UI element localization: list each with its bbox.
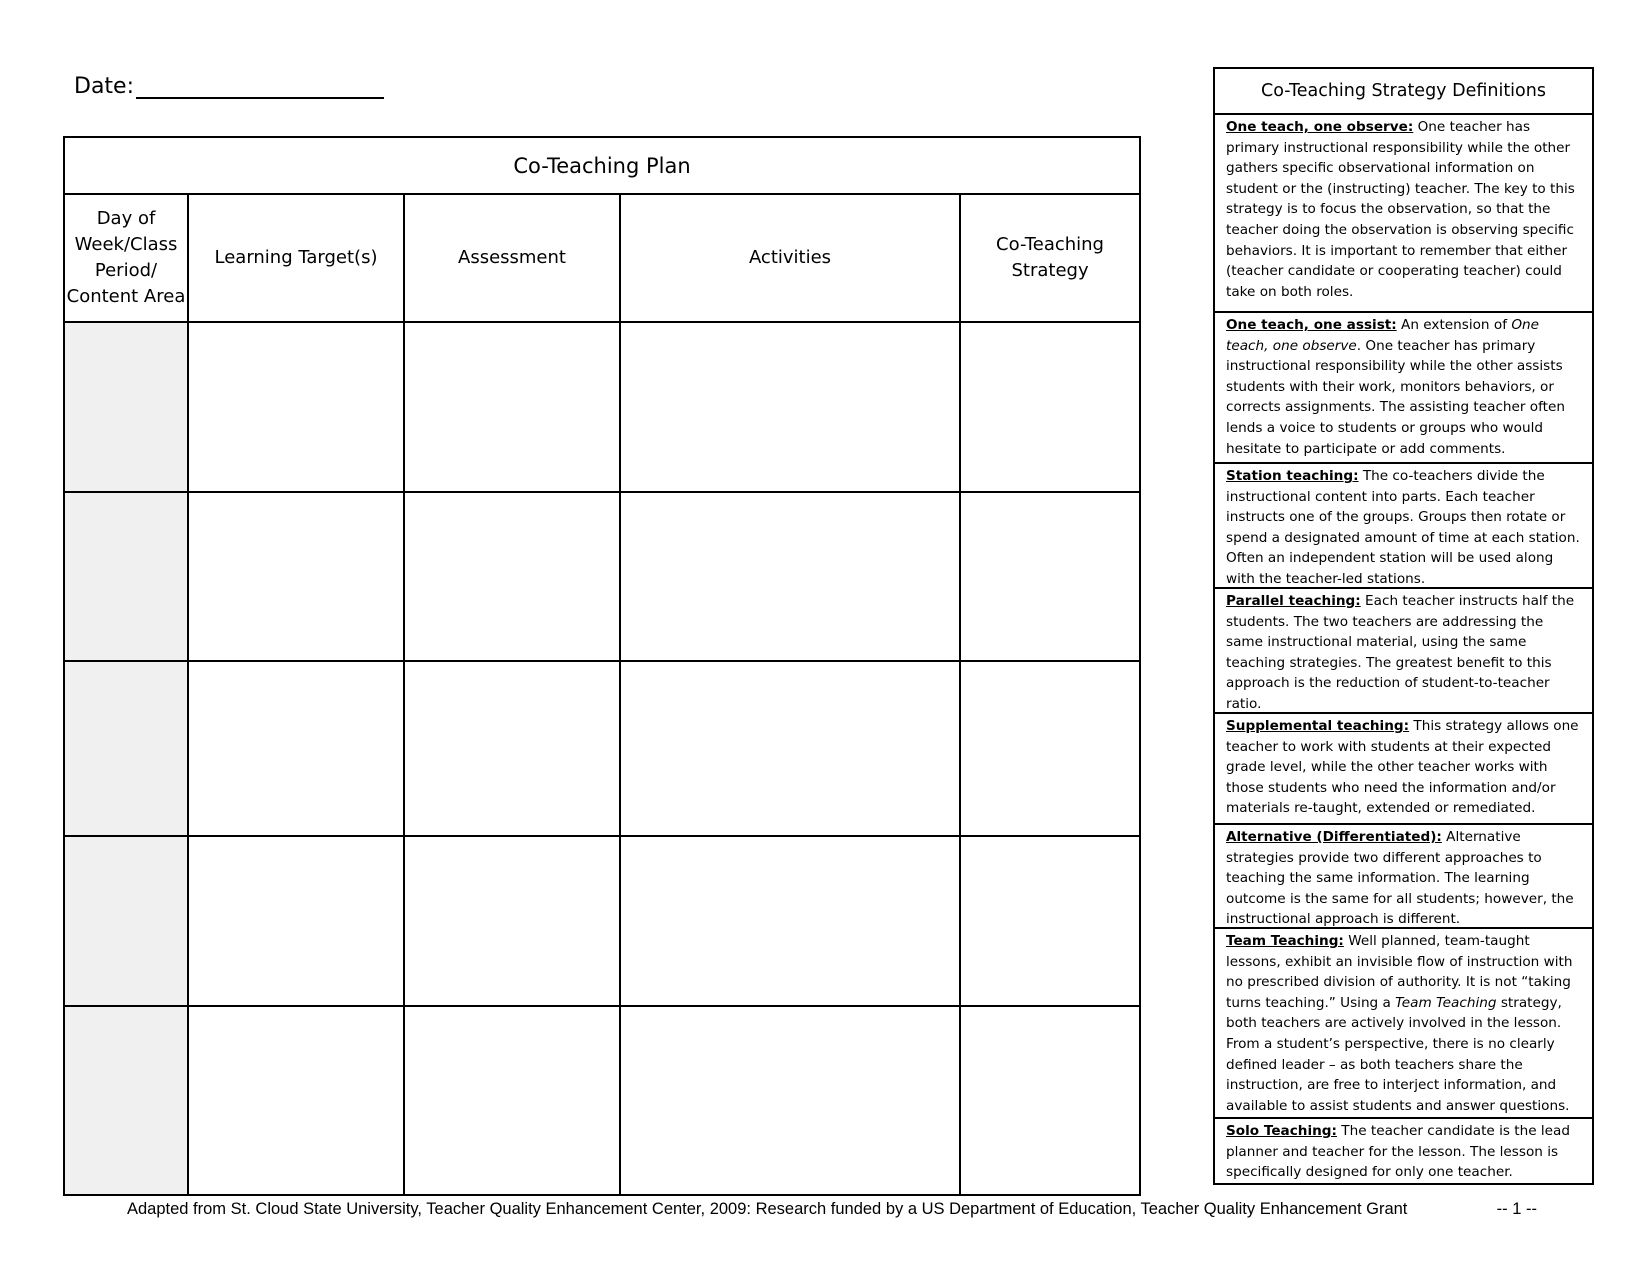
cell-activities[interactable]: [620, 1006, 960, 1195]
definition-one-teach-one-observe: [1215, 115, 1592, 313]
definition-text: One teacher has primary instructional responsibility while the other gathers specific observational information on student or the (instructing) teacher. The key to this strategy is to focus the observation, so that the teacher doing the observation is observing specific behaviors. It is important to remember that either (teacher candidate or cooperating teacher) could take on both roles.: [1226, 119, 1575, 300]
table-row: [64, 322, 1140, 492]
cell-activities[interactable]: [620, 836, 960, 1006]
cell-strategy[interactable]: [960, 1006, 1140, 1195]
cell-strategy[interactable]: [960, 322, 1140, 492]
definition-term: One teach, one assist:: [1226, 317, 1397, 333]
cell-day[interactable]: [64, 492, 188, 662]
definition-text: The teacher candidate is the lead planner and teacher for the lesson. The lesson is specifically designed for only one teacher.: [1226, 1123, 1570, 1181]
plan-title: Co-Teaching Plan: [64, 137, 1140, 194]
cell-activities[interactable]: [620, 322, 960, 492]
header-assessment: Assessment: [404, 194, 620, 322]
definition-term: Solo Teaching:: [1226, 1123, 1337, 1139]
header-activities: Activities: [620, 194, 960, 322]
table-row: [64, 492, 1140, 662]
page-number: -- 1 --: [1496, 1200, 1537, 1218]
table-row: [64, 1006, 1140, 1195]
co-teaching-plan-table: [63, 136, 1141, 1196]
cell-day[interactable]: [64, 661, 188, 836]
cell-learning-target[interactable]: [188, 1006, 404, 1195]
definition-text: This strategy allows one teacher to work with students at their expected grade level, while the other teacher works with those students who need the information and/or materials re-taught, extended or remediated.: [1226, 718, 1579, 817]
cell-assessment[interactable]: [404, 661, 620, 836]
cell-learning-target[interactable]: [188, 836, 404, 1006]
definition-term: Alternative (Differentiated):: [1226, 829, 1442, 845]
definition-term: Station teaching:: [1226, 468, 1359, 484]
cell-strategy[interactable]: [960, 661, 1140, 836]
definition-italic: One teach, one observe: [1226, 317, 1539, 354]
cell-day[interactable]: [64, 322, 188, 492]
cell-strategy[interactable]: [960, 492, 1140, 662]
definition-term: One teach, one observe:: [1226, 119, 1414, 135]
cell-strategy[interactable]: [960, 836, 1140, 1006]
cell-assessment[interactable]: [404, 492, 620, 662]
cell-assessment[interactable]: [404, 836, 620, 1006]
definition-text: strategy, both teachers are actively involved in the lesson. From a student’s perspective, there is no clearly defined leader – as both teachers share the instruction, are free to interject information, and available to assist students and answer questions.: [1226, 994, 1570, 1114]
date-field: [74, 74, 384, 99]
strategy-definitions-box: [1213, 67, 1594, 1185]
table-row: [64, 661, 1140, 836]
definition-term: Team Teaching:: [1226, 933, 1344, 949]
definition-text: The co-teachers divide the instructional content into parts. Each teacher instructs one of the groups. Groups then rotate or spend a designated amount of time at each station. Often an independent station will be used along with the teacher-led stations.: [1226, 468, 1580, 587]
date-label: Date:: [74, 74, 134, 99]
definition-text: Alternative strategies provide two different approaches to teaching the same information. The learning outcome is the same for all students; however, the instructional approach is different.: [1226, 829, 1574, 928]
header-co-teaching-strategy: Co-Teaching Strategy: [960, 194, 1140, 322]
footer-credit: Adapted from St. Cloud State University, Teacher Quality Enhancement Center, 2009: Research funded by a US Department of Education, Teacher Quality Enhancement Grant: [127, 1200, 1408, 1218]
header-day-period-content: Day of Week/Class Period/ Content Area: [64, 194, 188, 322]
definition-supplemental-teaching: [1215, 714, 1592, 825]
definition-station-teaching: [1215, 464, 1592, 589]
cell-assessment[interactable]: [404, 322, 620, 492]
date-blank-line[interactable]: [136, 75, 384, 99]
definition-text: An extension of: [1401, 317, 1507, 333]
definition-solo-teaching: [1215, 1119, 1592, 1183]
definition-alternative-differentiated: [1215, 825, 1592, 929]
definition-text: Well planned, team-taught lessons, exhibit an invisible flow of instruction with no prescribed division of authority. It is not “taking turns teaching.” Using a: [1226, 933, 1573, 1011]
cell-assessment[interactable]: [404, 1006, 620, 1195]
cell-day[interactable]: [64, 1006, 188, 1195]
cell-day[interactable]: [64, 836, 188, 1006]
cell-learning-target[interactable]: [188, 661, 404, 836]
definition-term: Supplemental teaching:: [1226, 718, 1410, 734]
table-row: [64, 836, 1140, 1006]
definition-italic: Team Teaching: [1395, 994, 1497, 1011]
definition-text: . One teacher has primary instructional responsibility while the other assists students with their work, monitors behaviors, or corrects assignments. The assisting teacher often lends a voice to students or groups who would hesitate to participate or add comments.: [1226, 337, 1565, 457]
definition-one-teach-one-assist: [1215, 313, 1592, 464]
definition-term: Parallel teaching:: [1226, 593, 1361, 609]
cell-learning-target[interactable]: [188, 322, 404, 492]
definition-text: Each teacher instructs half the students. The two teachers are addressing the same instructional material, using the same teaching strategies. The greatest benefit to this approach is the reduction of student-to-teacher ratio.: [1226, 593, 1575, 712]
cell-learning-target[interactable]: [188, 492, 404, 662]
definition-team-teaching: [1215, 929, 1592, 1119]
cell-activities[interactable]: [620, 492, 960, 662]
page-footer: [127, 1200, 1537, 1219]
cell-activities[interactable]: [620, 661, 960, 836]
definition-parallel-teaching: [1215, 589, 1592, 714]
definitions-title: Co-Teaching Strategy Definitions: [1215, 69, 1592, 115]
header-learning-targets: Learning Target(s): [188, 194, 404, 322]
